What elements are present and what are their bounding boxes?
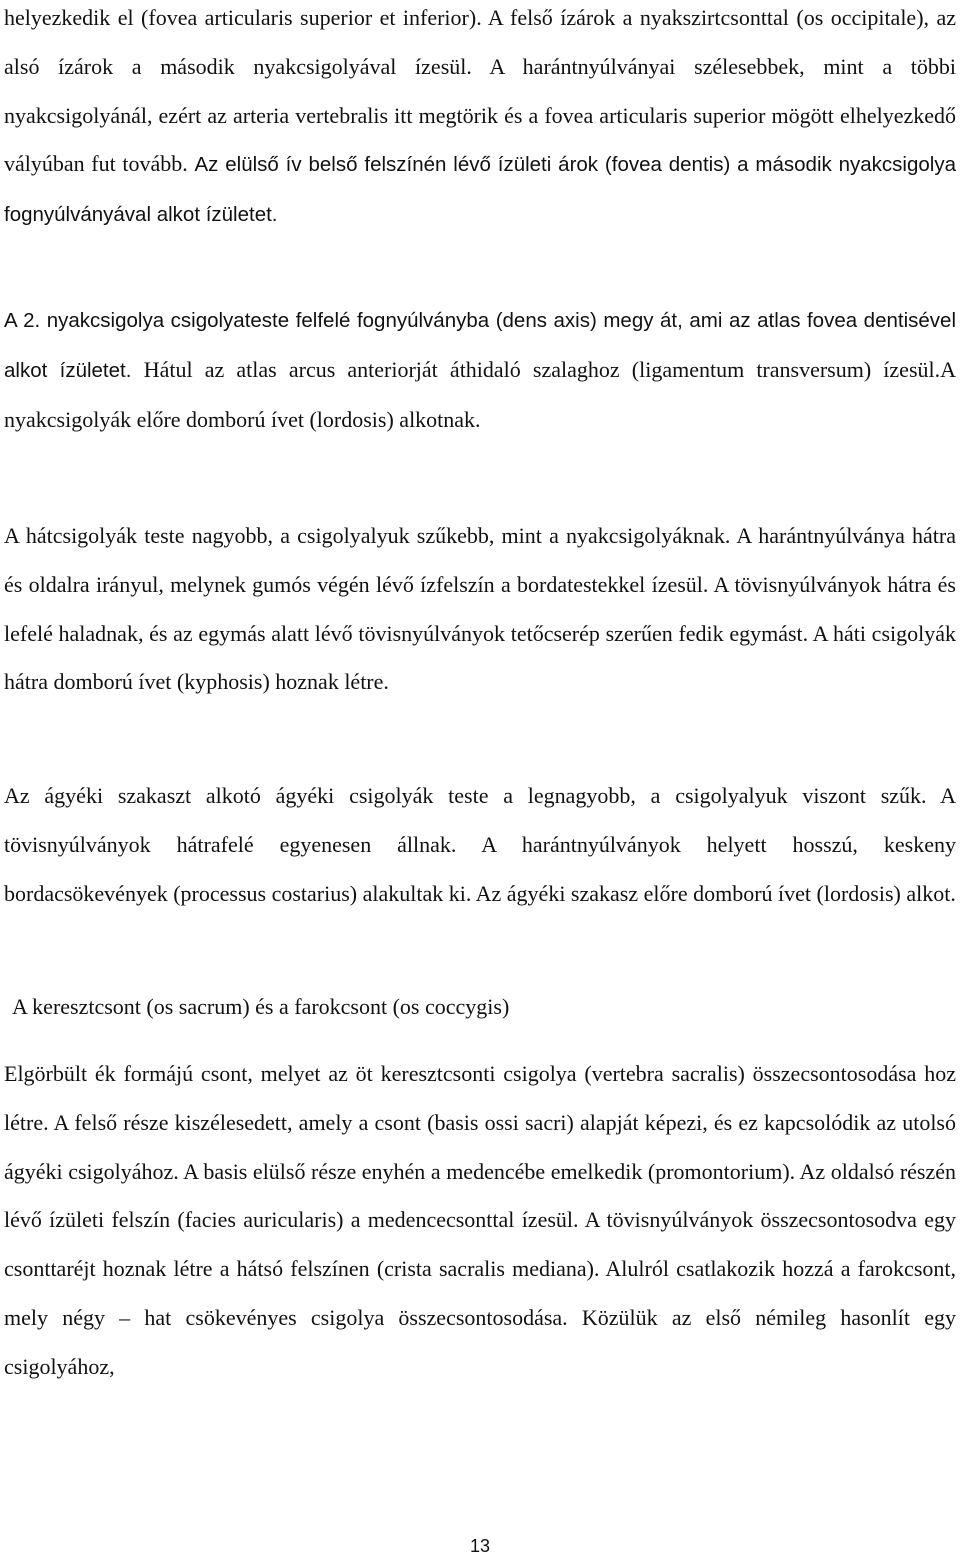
paragraph-axis-description [4, 296, 956, 444]
paragraph-text: A hátcsigolyák teste nagyobb, a csigolyalyuk szűkebb, mint a nyakcsigolyáknak. A harántnyúlványa hátra és oldalra irányul, melynek gumós végén lévő ízfelszín a bordatestekkel ízesül. A tövisnyúlványok hátra és lefelé haladnak, és az egymás alatt lévő tövisnyúlványok tetőcserép szerűen fedik egymást. A háti csigolyák hátra domború ívet (kyphosis) hoznak létre. [4, 523, 956, 695]
page-number: 13 [469, 1536, 491, 1556]
paragraph-text: A 2. nyakcsigolya csigolyateste felfelé fognyúlványba (dens axis) megy át, ami az atlas fovea dentisével alkot ízületet. [4, 309, 956, 382]
paragraph-text: Hátul az atlas arcus anteriorját áthidaló szalaghoz (ligamentum transversum) ízesül.A nyakcsigolyák előre domború ívet (lordosis) alkotnak. [4, 356, 957, 432]
section-heading [4, 983, 956, 1032]
paragraph-text: Elgörbült ék formájú csont, melyet az öt keresztcsonti csigolya (vertebra sacralis) összecsontosodása hoz létre. A felső része kiszélesedett, amely a csont (basis ossi sacri) alapját képezi, és ez kapcsolódik az utolsó ágyéki csigolyához. A basis elülső része enyhén a medencébe emelkedik (promontorium). Az oldalsó részén lévő ízületi felszín (facies auricularis) a medencecsonttal ízesül. A tövisnyúlványok összecsontosodva egy csonttaréjt hoznak létre a hátsó felszínen (crista sacralis mediana). Alulról csatlakozik hozzá a farokcsont, mely négy – hat csökevényes csigolya összecsontosodása. Közülük az első némileg hasonlít egy csigolyához, [4, 1061, 956, 1379]
paragraph-text: Az elülső ív belső felszínén lévő ízületi árok (fovea dentis) a második nyakcsigolya fognyúlványával alkot ízületet. [4, 153, 956, 227]
paragraph-text: Az ágyéki szakaszt alkotó ágyéki csigolyák teste a legnagyobb, a csigolyalyuk viszont szűk. A tövisnyúlványok hátrafelé egyenesen állnak. A harántnyúlványok helyett hosszú, keskeny bordacsökevények (processus costarius) alakultak ki. Az ágyéki szakasz előre domború ívet (lordosis) alkot. [4, 783, 956, 906]
paragraph-lumbar-vertebrae [4, 772, 956, 918]
paragraph-sacrum-description [4, 1050, 956, 1392]
paragraph-text: helyezkedik el (fovea articularis superior et inferior). A felső ízárok a nyakszirtcsonttal (os occipitale), az alsó ízárok a második nyakcsigolyával ízesül. A harántnyúlványai szélesebbek, mint a többi nyakcsigolyánál, ezért az arteria vertebralis itt megtörik és a fovea articularis superior mögött elhelyezkedő vályúban fut tovább. [4, 5, 956, 177]
paragraph-thoracic-vertebrae [4, 512, 956, 707]
paragraph-atlas-description [4, 0, 956, 240]
section-heading-text: A keresztcsont (os sacrum) és a farokcsont (os coccygis) [12, 994, 510, 1019]
